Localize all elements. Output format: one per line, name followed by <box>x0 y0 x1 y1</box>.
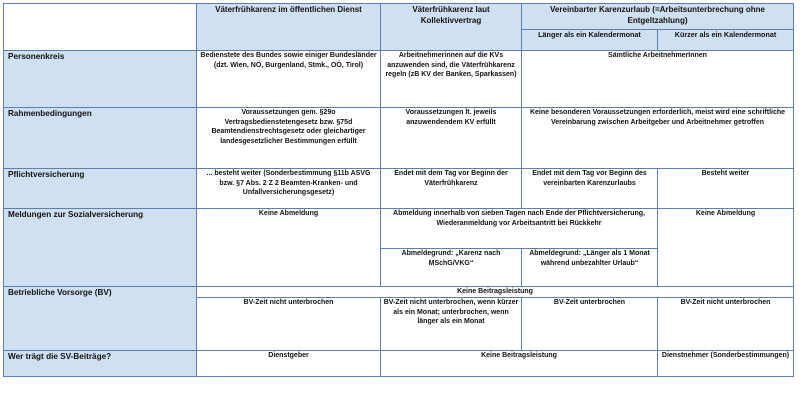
cell-traeger-public: Dienstgeber <box>197 351 381 377</box>
comparison-table <box>3 3 794 377</box>
cell-pflicht-kv: Endet mit dem Tag vor Beginn der Väterfrühkarenz <box>381 169 522 209</box>
row-label-meldungen: Meldungen zur Sozialversicherung <box>4 209 197 287</box>
cell-meldungen-longer-reason: Abmeldegrund: „Länger als 1 Monat während unbezahlter Urlaub“ <box>522 249 658 287</box>
cell-rahmen-leave: Keine besonderen Voraussetzungen erforderlich, meist wird eine schriftliche Vereinbarung zwischen Arbeitgeber und Arbeitnehmer getroffen <box>522 108 794 169</box>
header-shorter-than-month: Kürzer als ein Kalendermonat <box>658 30 794 51</box>
cell-rahmen-kv: Voraussetzungen lt. jeweils anzuwendendem KV erfüllt <box>381 108 522 169</box>
cell-personenkreis-leave: Sämtliche ArbeitnehmerInnen <box>522 51 794 108</box>
cell-bv-kv: BV-Zeit nicht unterbrochen, wenn kürzer als ein Monat; unterbrochen, wenn länger als ein Monat <box>381 298 522 351</box>
cell-pflicht-public: ... besteht weiter (Sonderbestimmung §11b ASVG bzw. §7 Abs. 2 Z 2 Beamten-Kranken- und Unfallversicherungsgesetz) <box>197 169 381 209</box>
cell-bv-shorter: BV-Zeit nicht unterbrochen <box>658 298 794 351</box>
cell-personenkreis-public: Bedienstete des Bundes sowie einiger Bundesländer (dzt. Wien, NÖ, Burgenland, Stmk., OÖ, Tirol) <box>197 51 381 108</box>
cell-pflicht-shorter: Besteht weiter <box>658 169 794 209</box>
header-collective-agreement: Väterfrühkarenz laut Kollektivvertrag <box>381 4 522 51</box>
row-label-sv-beitraege: Wer trägt die SV-Beiträge? <box>4 351 197 377</box>
row-label-rahmenbedingungen: Rahmenbedingungen <box>4 108 197 169</box>
cell-meldungen-kv-reason: Abmeldegrund: „Karenz nach MSchG/VKG“ <box>381 249 522 287</box>
header-corner-cell <box>4 4 197 51</box>
cell-rahmen-public: Voraussetzungen gem. §29o Vertragsbedienstetengesetz bzw. §75d Beamtendienstrechtsgesetz oder gleichartiger landesgesetzlicher Bestimmungen erfüllt <box>197 108 381 169</box>
cell-traeger-no-contribution: Keine Beitragsleistung <box>381 351 658 377</box>
row-label-pflichtversicherung: Pflichtversicherung <box>4 169 197 209</box>
cell-bv-longer: BV-Zeit unterbrochen <box>522 298 658 351</box>
row-label-bv: Betriebliche Vorsorge (BV) <box>4 287 197 351</box>
row-label-personenkreis: Personenkreis <box>4 51 197 108</box>
cell-pflicht-longer: Endet mit dem Tag vor Beginn des vereinbarten Karenzurlaubs <box>522 169 658 209</box>
header-public-service: Väterfrühkarenz im öffentlichen Dienst <box>197 4 381 51</box>
cell-meldungen-public: Keine Abmeldung <box>197 209 381 287</box>
cell-bv-public: BV-Zeit nicht unterbrochen <box>197 298 381 351</box>
cell-meldungen-shorter: Keine Abmeldung <box>658 209 794 287</box>
header-agreed-leave: Vereinbarter Karenzurlaub (=Arbeitsunterbrechung ohne Entgeltzahlung) <box>522 4 794 30</box>
comparison-table-sheet <box>3 3 793 396</box>
cell-meldungen-deregistration: Abmeldung innerhalb von sieben Tagen nach Ende der Pflichtversicherung, Wiederanmeldung vor Arbeitsantritt bei Rückkehr <box>381 209 658 249</box>
cell-traeger-shorter: Dienstnehmer (Sonderbestimmungen) <box>658 351 794 377</box>
cell-personenkreis-kv: Arbeitnehmerinnen auf die KVs anzuwenden sind, die Väterfrühkarenz regeln (zB KV der Banken, Sparkassen) <box>381 51 522 108</box>
header-longer-than-month: Länger als ein Kalendermonat <box>522 30 658 51</box>
cell-bv-no-contribution: Keine Beitragsleistung <box>197 287 794 298</box>
